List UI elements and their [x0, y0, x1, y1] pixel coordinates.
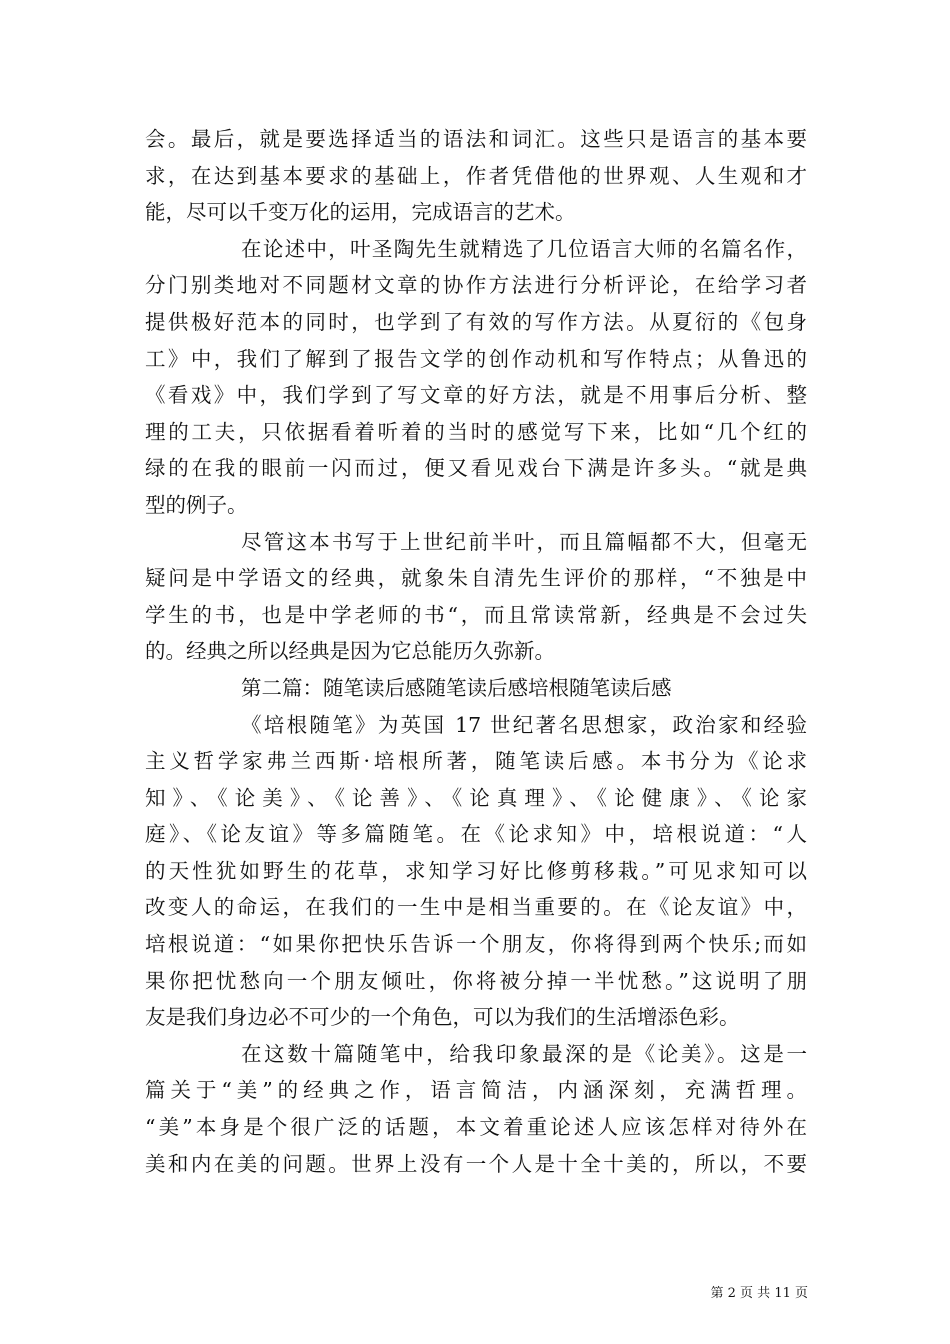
section-heading: 第二篇：随笔读后感随笔读后感培根随笔读后感 [241, 675, 672, 700]
paragraph-start-line: 《培根随笔》为英国 17 世纪著名思想家，政治家和经验 [241, 712, 807, 737]
text-line: “美”本身是个很广泛的话题，本文着重论述人应该怎样对待外在 [145, 1115, 807, 1140]
text-line: 《看戏》中，我们学到了写文章的好方法，就是不用事后分析、整 [145, 383, 807, 408]
page-footer [0, 1284, 950, 1304]
text-line: 的天性犹如野生的花草，求知学习好比修剪移栽。”可见求知可以 [145, 858, 807, 883]
text-line: 绿的在我的眼前一闪而过，便又看见戏台下满是许多头。“就是典 [145, 456, 807, 481]
paragraph-start-line: 在这数十篇随笔中，给我印象最深的是《论美》。这是一 [241, 1041, 807, 1066]
text-line: 友是我们身边必不可少的一个角色，可以为我们的生活增添色彩。 [145, 1005, 740, 1030]
text-line: 求，在达到基本要求的基础上，作者凭借他的世界观、人生观和才 [145, 163, 807, 188]
page-number: 第 2 页 共 11 页 [710, 1286, 808, 1301]
text-line: 疑问是中学语文的经典，就象朱自清先生评价的那样，“不独是中 [145, 566, 807, 591]
text-line: 型的例子。 [145, 492, 248, 517]
text-line: 知》、《论美》、《论善》、《论真理》、《论健康》、《论家 [145, 785, 807, 810]
text-line: 学生的书，也是中学老师的书“，而且常读常新，经典是不会过失 [145, 602, 807, 627]
text-line: 会。最后，就是要选择适当的语法和词汇。这些只是语言的基本要 [145, 127, 807, 151]
text-line: 的。经典之所以经典是因为它总能历久弥新。 [145, 639, 555, 664]
text-line: 理的工夫，只依据看着听着的当时的感觉写下来，比如“几个红的 [145, 419, 807, 444]
paragraph-start-line: 尽管这本书写于上世纪前半叶，而且篇幅都不大，但毫无 [241, 529, 807, 554]
text-line: 能，尽可以千变万化的运用，完成语言的艺术。 [145, 200, 576, 225]
text-line: 工》中，我们了解到了报告文学的创作动机和写作特点；从鲁迅的 [145, 346, 807, 371]
text-line: 果你把忧愁向一个朋友倾吐，你将被分掉一半忧愁。”这说明了朋 [145, 968, 807, 993]
text-line: 美和内在美的问题。世界上没有一个人是十全十美的，所以，不要 [145, 1151, 807, 1176]
text-line: 改变人的命运，在我们的一生中是相当重要的。在《论友谊》中， [145, 895, 807, 920]
paragraph-start-line: 在论述中，叶圣陶先生就精选了几位语言大师的名篇名作， [241, 236, 807, 261]
text-line: 提供极好范本的同时，也学到了有效的写作方法。从夏衍的《包身 [145, 309, 807, 334]
text-line: 庭》、《论友谊》等多篇随笔。在《论求知》中，培根说道：“人 [145, 822, 807, 847]
text-line: 分门别类地对不同题材文章的协作方法进行分析评论，在给学习者 [145, 273, 807, 298]
text-line: 主义哲学家弗兰西斯·培根所著，随笔读后感。本书分为《论求 [145, 749, 807, 774]
text-line: 培根说道：“如果你把快乐告诉一个朋友，你将得到两个快乐;而如 [145, 932, 807, 957]
body-text [145, 121, 807, 1182]
text-line: 篇关于“美”的经典之作，语言简洁，内涵深刻，充满哲理。 [145, 1078, 807, 1103]
